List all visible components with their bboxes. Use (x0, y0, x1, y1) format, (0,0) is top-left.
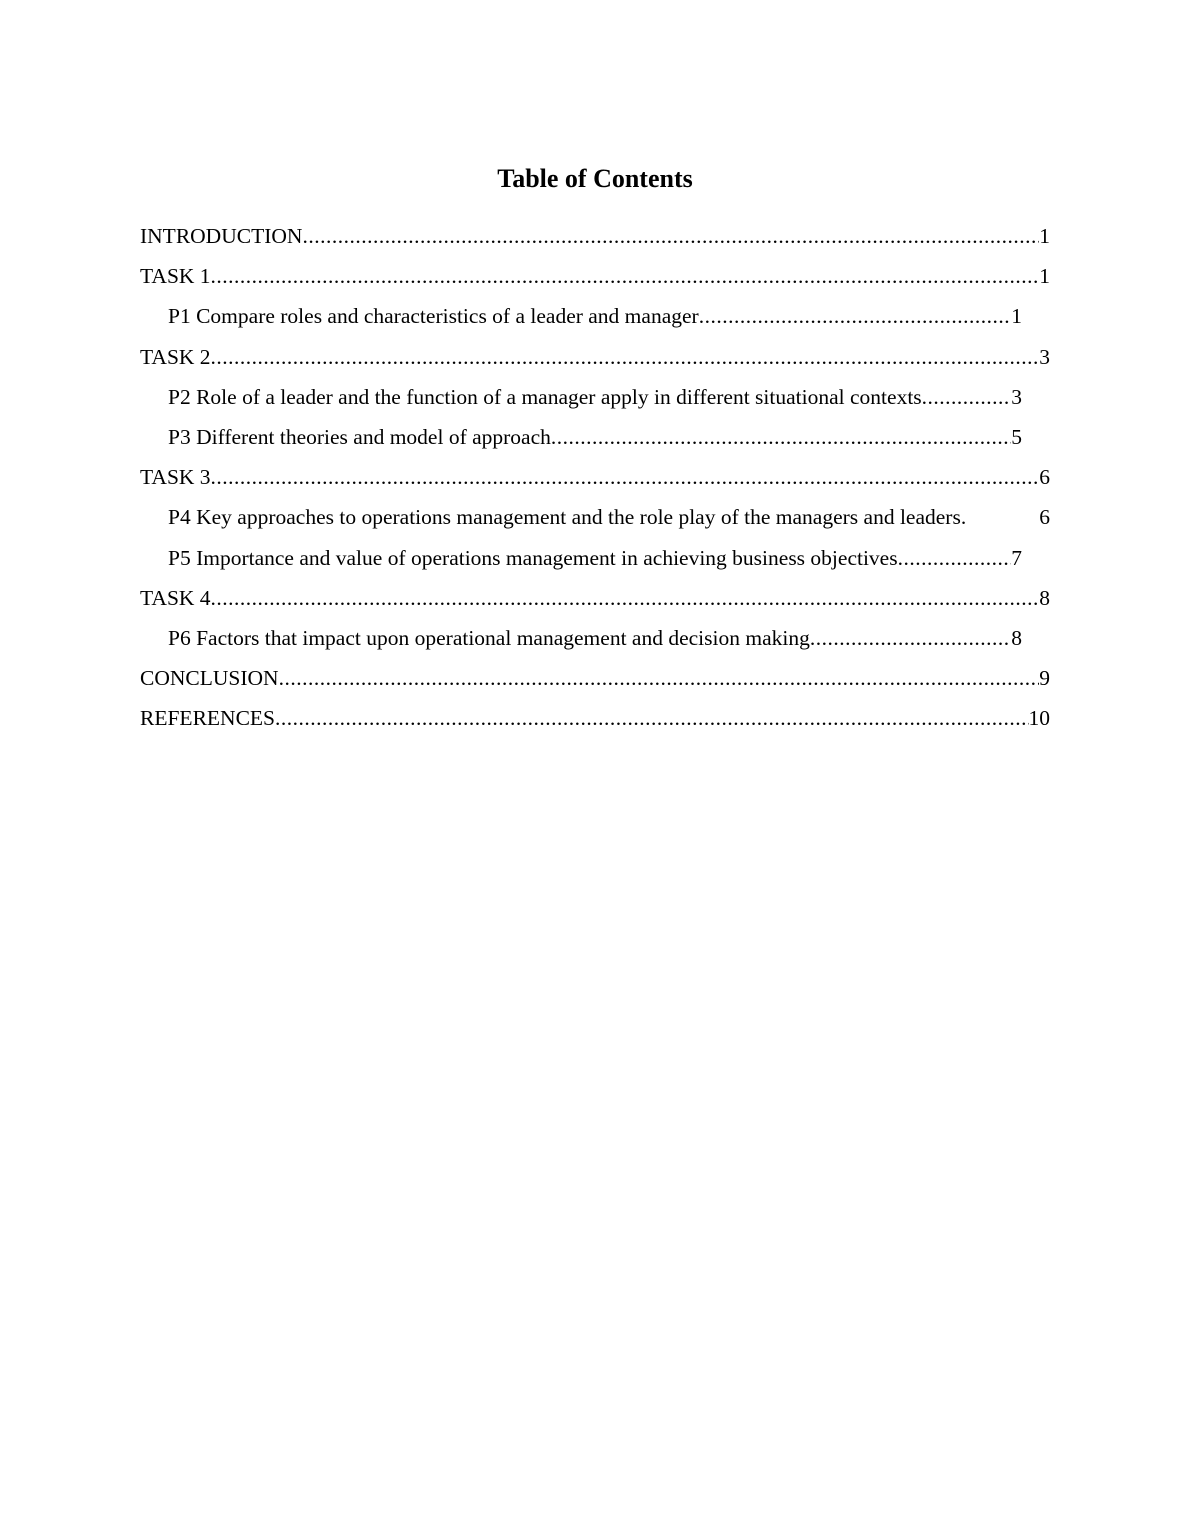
toc-entry-page: 9 (1039, 666, 1050, 691)
toc-entry-introduction[interactable] (140, 219, 1050, 259)
toc-dot-leader (302, 219, 1039, 253)
toc-entry-page: 1 (1039, 264, 1050, 289)
toc-entry-label: TASK 1 (140, 264, 211, 289)
toc-entry-task-3[interactable] (140, 460, 1050, 500)
toc-dot-leader (810, 621, 1011, 655)
toc-entry-label: P4 Key approaches to operations management and the role play of the managers and leaders. (168, 505, 967, 530)
toc-entry-p5[interactable] (140, 541, 1022, 581)
toc-entry-label: P3 Different theories and model of approach (168, 424, 551, 449)
toc-entry-label: TASK 2 (140, 344, 211, 369)
toc-entry-label: TASK 3 (140, 465, 211, 490)
toc-entry-page: 6 (1039, 505, 1050, 530)
toc-entry-page: 6 (1039, 465, 1050, 490)
toc-entry-label: P6 Factors that impact upon operational management and decision making (168, 625, 810, 650)
toc-dot-leader (898, 541, 1012, 575)
toc-entry-page: 8 (1011, 625, 1022, 650)
toc-dot-leader (211, 340, 1040, 374)
toc-entry-page: 7 (1011, 545, 1022, 570)
toc-entry-label: TASK 4 (140, 585, 211, 610)
toc-dot-leader (551, 420, 1011, 454)
toc-entry-conclusion[interactable] (140, 661, 1050, 701)
toc-entry-references[interactable] (140, 701, 1050, 741)
toc-entry-label: P5 Importance and value of operations management in achieving business objectives (168, 545, 898, 570)
toc-entry-p4[interactable] (140, 500, 1050, 540)
toc-dot-leader (211, 259, 1040, 293)
toc-title: Table of Contents (497, 164, 693, 193)
toc-dot-leader (211, 581, 1040, 615)
toc-entry-page: 1 (1011, 304, 1022, 329)
toc-dot-leader (211, 460, 1040, 494)
toc-entry-p2[interactable] (140, 380, 1022, 420)
toc-entry-label: CONCLUSION (140, 666, 279, 691)
toc-entry-p6[interactable] (140, 621, 1022, 661)
toc-entry-page: 10 (1028, 706, 1050, 731)
toc-entry-page: 1 (1039, 224, 1050, 248)
toc-entry-task-2[interactable] (140, 340, 1050, 380)
toc-entry-label: INTRODUCTION (140, 224, 303, 248)
toc-entry-p3[interactable] (140, 420, 1022, 460)
toc-entry-p1[interactable] (140, 299, 1022, 339)
toc-dot-leader (922, 380, 1012, 414)
toc-dot-leader (275, 701, 1029, 735)
toc-dot-leader (699, 299, 1012, 333)
toc-entry-page: 5 (1011, 424, 1022, 449)
toc-entry-page: 3 (1011, 384, 1022, 409)
toc-list (140, 219, 1050, 741)
toc-entry-label: REFERENCES (140, 706, 275, 731)
toc-entry-task-4[interactable] (140, 581, 1050, 621)
toc-entry-label: P2 Role of a leader and the function of a manager apply in different situational contexts (168, 384, 922, 409)
toc-entry-page: 8 (1039, 585, 1050, 610)
toc-entry-label: P1 Compare roles and characteristics of a leader and manager (168, 304, 699, 329)
toc-dot-leader (279, 661, 1040, 695)
toc-entry-task-1[interactable] (140, 259, 1050, 299)
toc-entry-page: 3 (1039, 344, 1050, 369)
